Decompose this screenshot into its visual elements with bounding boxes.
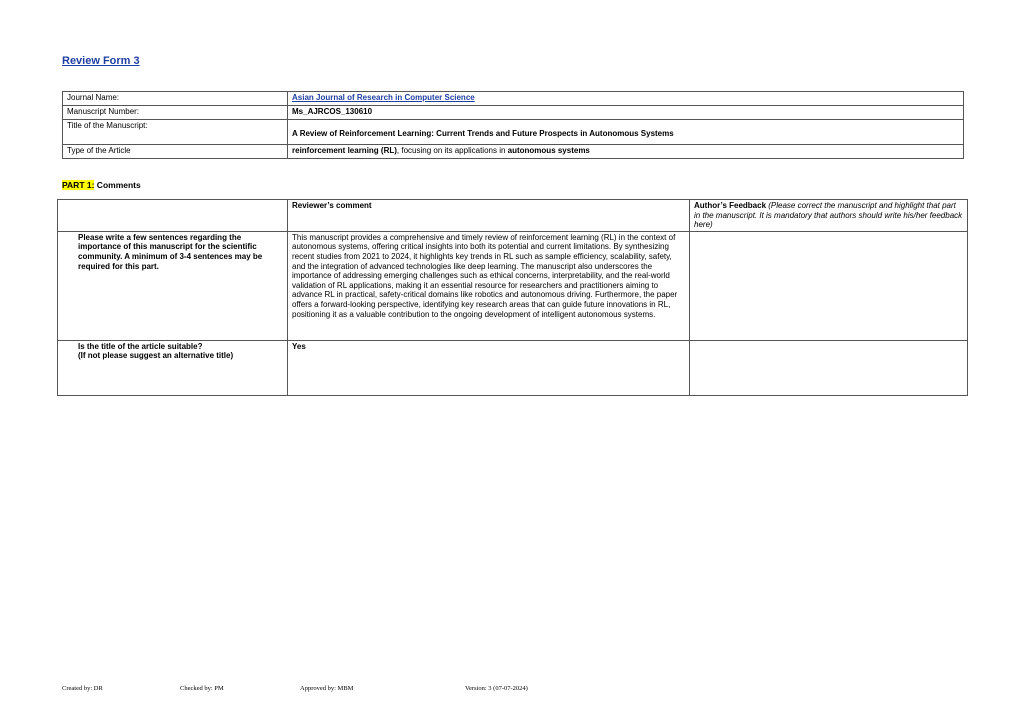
importance-author-feedback[interactable] <box>690 231 968 340</box>
manuscript-number-row <box>63 106 964 120</box>
footer-version: Version: 3 (07-07-2024) <box>465 685 528 692</box>
comments-table <box>57 199 968 396</box>
manuscript-info-table <box>62 91 964 159</box>
importance-question: Please write a few sentences regarding the importance of this manuscript for the scientific community. A minimum of 3-4 sentences may be required for this part. <box>58 231 288 340</box>
article-type-row <box>63 145 964 159</box>
journal-name-link[interactable]: Asian Journal of Research in Computer Science <box>292 93 475 102</box>
journal-name-label: Journal Name: <box>63 92 288 106</box>
importance-comment[interactable]: This manuscript provides a comprehensive and timely review of reinforcement learning (RL) in the context of autonomous systems, offering critical insights into both its potential and current limitations. By synthesizing recent studies from 2021 to 2024, it highlights key trends in RL such as sample efficiency, scalability, safety, and the integration of advanced technologies like deep learning. The manuscript also underscores the importance of addressing emerging challenges such as ethical concerns, interpretability, and the real-world validation of RL applications, making it an essential resource for researchers and practitioners aiming to advance RL in practical, safety-critical domains like robotics and autonomous driving. Furthermore, the paper offers a forward-looking perspective, identifying key research areas that can guide future innovations in RL, positioning it as a valuable contribution to the ongoing development of intelligent autonomous systems. <box>288 231 690 340</box>
footer-checked-by: Checked by: PM <box>180 685 224 692</box>
title-suitability-author-feedback[interactable] <box>690 340 968 395</box>
part-label: PART 1: <box>62 180 95 190</box>
importance-row <box>58 231 968 340</box>
title-suitability-row <box>58 340 968 395</box>
manuscript-number-value: Ms_AJRCOS_130610 <box>288 106 964 120</box>
manuscript-title-value: A Review of Reinforcement Learning: Current Trends and Future Prospects in Autonomous Systems <box>288 120 964 145</box>
reviewer-comment-header: Reviewer’s comment <box>288 200 690 232</box>
form-title: Review Form 3 <box>62 55 140 67</box>
title-suitability-question: Is the title of the article suitable? (If not please suggest an alternative title) <box>58 340 288 395</box>
manuscript-number-label: Manuscript Number: <box>63 106 288 120</box>
article-type-value: reinforcement learning (RL), focusing on its applications in autonomous systems <box>288 145 964 159</box>
manuscript-title-label: Title of the Manuscript: <box>63 120 288 145</box>
manuscript-title-row <box>63 120 964 145</box>
empty-header-cell <box>58 200 288 232</box>
part-title: Comments <box>94 180 141 190</box>
comments-header-row <box>58 200 968 232</box>
title-suitability-comment[interactable]: Yes <box>288 340 690 395</box>
footer-created-by: Created by: DR <box>62 685 103 692</box>
author-feedback-header: Author’s Feedback (Please correct the manuscript and highlight that part in the manuscript. It is mandatory that authors should write his/her feedback here) <box>690 200 968 232</box>
article-type-label: Type of the Article <box>63 145 288 159</box>
journal-name-row <box>63 92 964 106</box>
footer-approved-by: Approved by: MBM <box>300 685 354 692</box>
part-heading <box>62 180 141 190</box>
